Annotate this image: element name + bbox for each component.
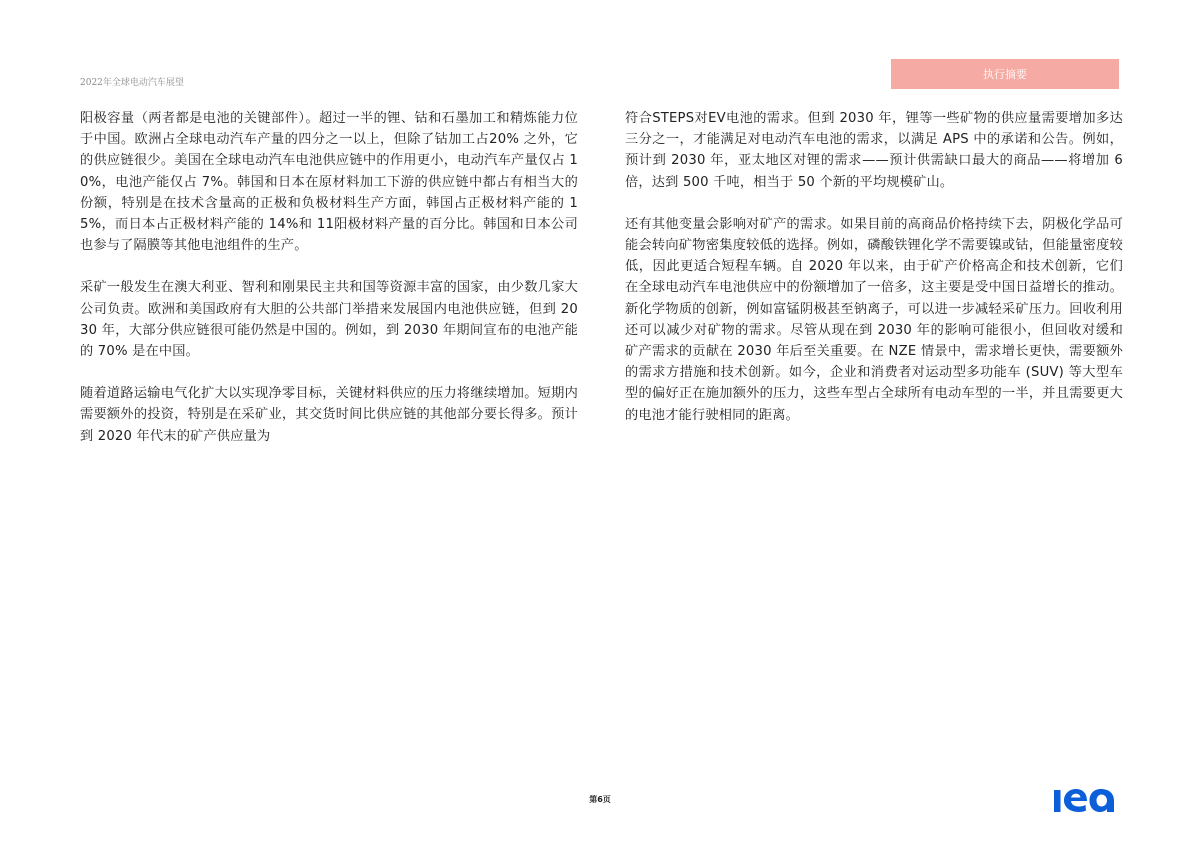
paragraph: 符合STEPS对EV电池的需求。但到 2030 年，锂等一些矿物的供应量需要增加多达三分之一，才能满足对电动汽车电池的需求，以满足 APS 中的承诺和公告。例如，预计到 2030 年，亚太地区对锂的需求——预计供需缺口最大的商品——将增加 6 倍，达到 500 千吨，相当于 50 个新的平均规模矿山。 (625, 111, 1123, 190)
paragraph: 随着道路运输电气化扩大以实现净零目标，关键材料供应的压力将继续增加。短期内需要额外的投资，特别是在采矿业，其交货时间比供应链的其他部分要长得多。预计到 2020 年代末的矿产供应量为 (80, 386, 578, 444)
left-text-column (80, 108, 578, 468)
right-text-column (625, 108, 1123, 447)
paragraph: 阳极容量（两者都是电池的关键部件）。超过一半的锂、钴和石墨加工和精炼能力位于中国。欧洲占全球电动汽车产量的四分之一以上，但除了钴加工占20% 之外，它的供应链很少。美国在全球电动汽车电池供应链中的作用更小，电动汽车产量仅占 10%，电池产能仅占 7%。韩国和日本在原材料加工下游的供应链中都占有相当大的份额，特别是在技术含量高的正极和负极材料生产方面，韩国占正极材料产能的 15%，而日本占正极材料产能的 14%和 11阳极材料产量的百分比。韩国和日本公司也参与了隔膜等其他电池组件的生产。 (80, 111, 578, 254)
report-title: 2022年全球电动汽车展望 (80, 78, 184, 88)
iea-logo-icon (1051, 781, 1121, 815)
paragraph: 采矿一般发生在澳大利亚、智利和刚果民主共和国等资源丰富的国家，由少数几家大公司负责。欧洲和美国政府有大胆的公共部门举措来发展国内电池供应链，但到 2030 年，大部分供应链很可能仍然是中国的。例如，到 2030 年期间宣布的电池产能的 70% 是在中国。 (80, 280, 578, 360)
page-number: 第6页 (589, 795, 611, 804)
paragraph: 还有其他变量会影响对矿产的需求。如果目前的高商品价格持续下去，阴极化学品可能会转向矿物密集度较低的选择。例如，磷酸铁锂化学不需要镍或钴，但能量密度较低，因此更适合短程车辆。自 2020 年以来，由于矿产价格高企和技术创新，它们在全球电动汽车电池供应中的份额增加了一倍多，这主要是受中国日益增长的推动。新化学物质的创新，例如富锰阴极甚至钠离子，可以进一步减轻采矿压力。回收利用还可以减少对矿物的需求。尽管从现在到 2030 年的影响可能很小，但回收对缓和矿产需求的贡献在 2030 年后至关重要。在 NZE 情景中，需求增长更快，需要额外的需求方措施和技术创新。如今，企业和消费者对运动型多功能车 (SUV) 等大型车型的偏好正在施加额外的压力，这些车型占全球所有电动车型的一半，并且需要更大的电池才能行驶相同的距离。 (625, 216, 1123, 423)
section-tab-executive-summary[interactable]: 执行摘要 (891, 59, 1119, 89)
